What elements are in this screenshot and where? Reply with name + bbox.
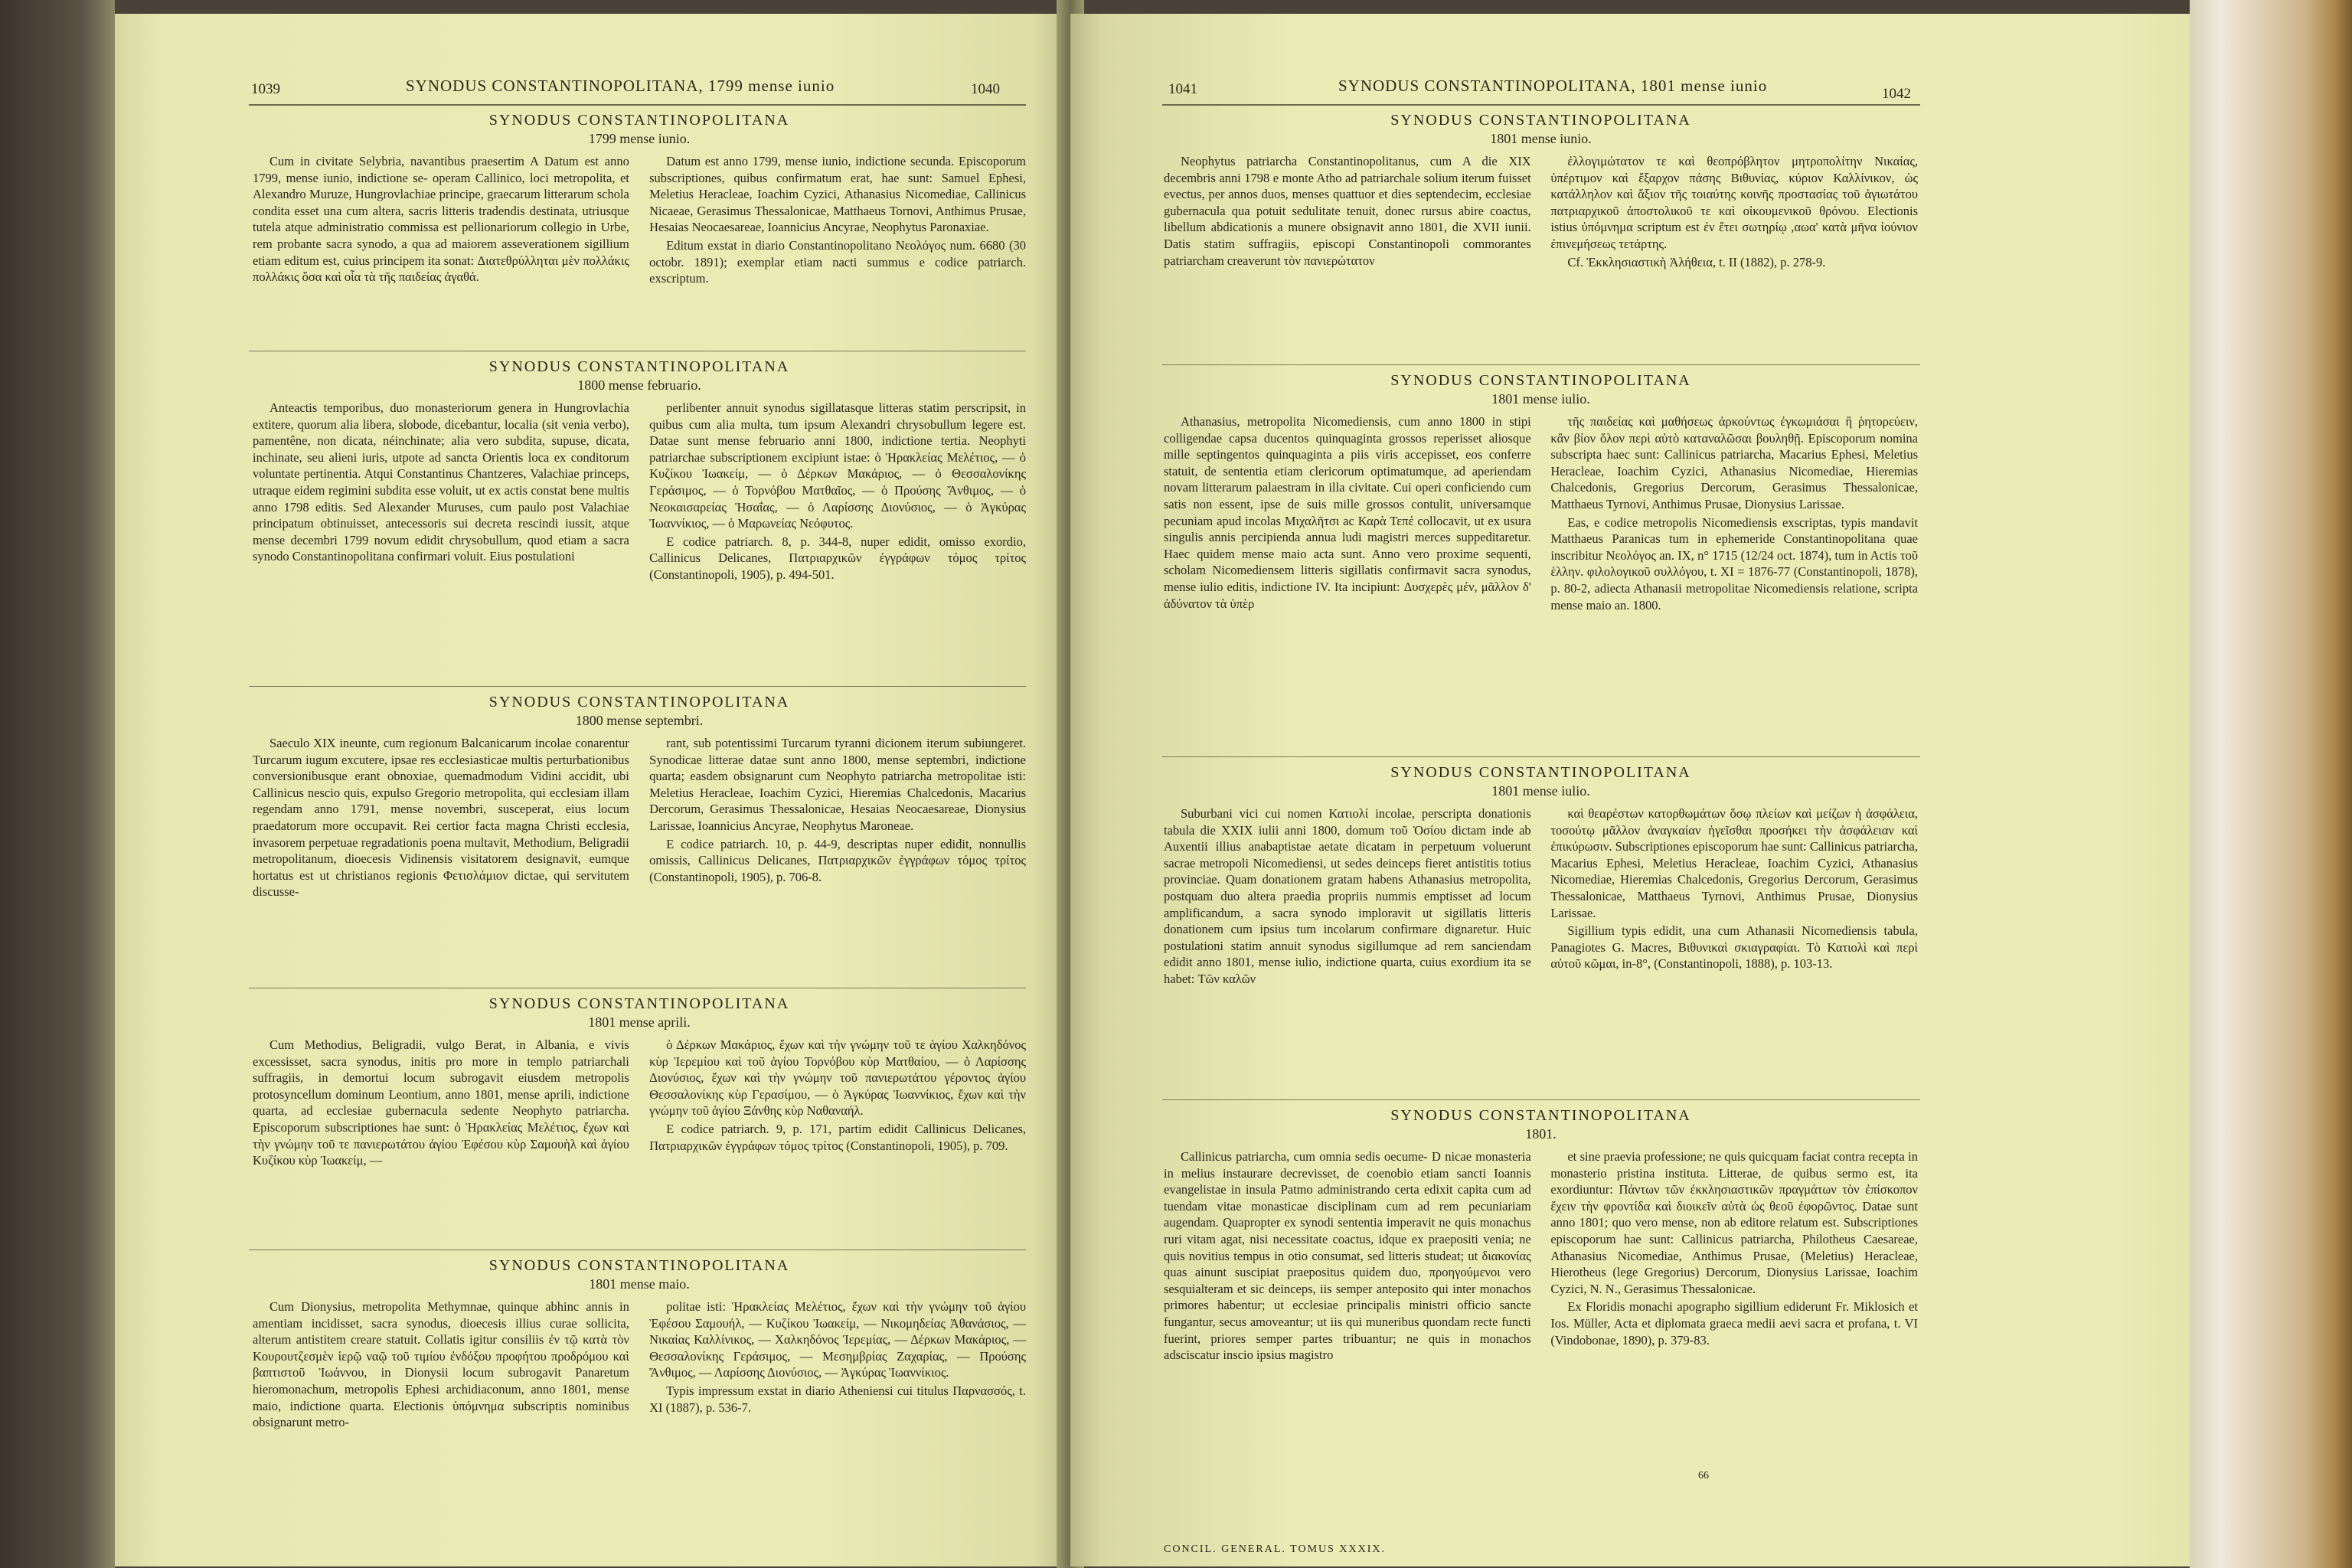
page-footer: CONCIL. GENERAL. TOMUS XXXIX. [1164, 1544, 1387, 1555]
text-column [253, 1037, 629, 1169]
synod-section [1164, 1106, 1918, 1364]
text-column [1550, 1148, 1918, 1364]
section-date: 1799 mense iunio. [588, 131, 691, 146]
section-divider [1162, 364, 1920, 365]
right-page [1070, 14, 2190, 1566]
section-date: 1801. [1525, 1126, 1557, 1142]
text-column [1550, 153, 1918, 270]
section-date: 1801 mense iunio. [1490, 131, 1592, 146]
left-page [115, 14, 1070, 1566]
running-head: SYNODUS CONSTANTINOPOLITANA, 1799 mense iunio [406, 77, 835, 95]
paragraph: Editum exstat in diario Constantinopolitano Νεολόγος num. 6680 (30 octobr. 1891); exemplar etiam nacti summus e codice patriarch. exscriptum. [649, 237, 1026, 286]
page-number: 1040 [971, 81, 1000, 97]
section-title: SYNODUS CONSTANTINOPOLITANA [488, 995, 790, 1012]
text-column [253, 735, 629, 900]
paragraph: ἐλλογιμώτατον τε καὶ θεοπρόβλητον μητροπολίτην Νικαίας, ὑπέρτιμον καὶ ἔξαρχον πάσης Βιθυνίας, κύριον Καλλίνικον, ὡς κατάλληλον καὶ ἄξιον τῆς τοιαύτης κοινῆς προστασίας τοῦ ἁγιωτάτου πατριαρχικοῦ ἀποστολικοῦ τε καὶ οἰκουμενικοῦ θρόνου. Electionis istius ὑπόμνημα scriptum est ἐν ἔτει σωτηρίῳ ,αωα' κατὰ μῆνα ἰούνιον ἐπινεμήσεως τετάρτης. [1550, 154, 1918, 251]
left-book-edge [0, 0, 115, 1568]
paragraph: Saeculo XIX ineunte, cum regionum Balcanicarum incolae conarentur Turcarum iugum excutere, ipsae res ecclesiasticae multis perturbationibus conversionibusque erant obnoxiae, quemadmodum Vidini accidit, ubi Callinicus nescio quis, expulso Gregorio metropolita, qui ecclesiam illam regendam anno 1791, mense novembri, susceperat, eius locum praedatorum more occupavit. Rei certior facta magna Christi ecclesia, invasorem perpetuae regradationis poena multavit, Methodium, Beligradii metropolitanum, dioecesis Vidinensis visitatorem designavit, eumque hortatus est ut christianos regionis Φετισλάμιον dictae, qui servitutem discusse- [253, 736, 629, 900]
text-column [1164, 153, 1531, 270]
paragraph: Eas, e codice metropolis Nicomediensis exscriptas, typis mandavit Matthaeus Paranicas tum in ephemeride Constantinopolitana quae inscribitur Νεολόγος an. IX, n° 1715 (12/24 oct. 1874), tum in Actis τοῦ ἑλλην. φιλολογικοῦ συλλόγου, t. XI = 1876-77 (Constantinopoli, 1878), p. 80-2, adiecta Athanasii metropolitae Nicomediensis relatione, scripta mense maio an. 1800. [1550, 514, 1918, 612]
synod-section [253, 110, 1026, 287]
signature-mark: 66 [1698, 1470, 1709, 1481]
text-column [253, 400, 629, 583]
paragraph: Ex Floridis monachi apographo sigillium ediderunt Fr. Miklosich et Ios. Müller, Acta et diplomata graeca medii aevi sacra et profana, t. VI (Vindobonae, 1890), p. 379-83. [1550, 1299, 1918, 1348]
section-date: 1800 mense septembri. [575, 713, 704, 728]
section-title: SYNODUS CONSTANTINOPOLITANA [1390, 112, 1691, 129]
section-title: SYNODUS CONSTANTINOPOLITANA [1390, 764, 1691, 781]
running-head: SYNODUS CONSTANTINOPOLITANA, 1801 mense iunio [1338, 77, 1768, 95]
paragraph: et sine praevia professione; ne quis quicquam faciat contra recepta in monasterio pristina instituta. Litterae, de quibus sermo est, ita exordiuntur: Πάντων τῶν ἐκκλησιαστικῶν πραγμάτων τὸν ἐπίσκοπον ἔχειν τὴν φροντίδα καὶ διοικεῖν αὐτὰ ὡς θεοῦ ἐφορῶντος. Datae sunt anno 1801; quo vero mense, non ab editore relatum est. Subscriptiones episcoporum hae sunt: Callinicus patriarcha, Philotheus Caesareae, Athanasius Nicomediae, Anthimus Prusae, (Meletius) Heracleae, Hierotheus (lege Gregorius) Dercorum, Dionysius Larissae, Ioachim Cyzici, N. N., Gerasimus Thessalonicae. [1550, 1149, 1918, 1296]
synod-section [253, 994, 1026, 1169]
synod-section [253, 692, 1026, 900]
section-title: SYNODUS CONSTANTINOPOLITANA [1390, 372, 1691, 389]
text-column [1164, 1148, 1531, 1364]
paragraph: καὶ θεαρέστων κατορθωμάτων ὅσῳ πλείων καὶ μείζων ἡ ἀσφάλεια, τοσούτῳ μᾶλλον ἀναγκαίαν ἡγεῖσθαι προσήκει τὴν ἀσφάλειαν καὶ ἐπικύρωσιν. Subscriptiones episcoporum hae sunt: Callinicus patriarcha, Macarius Ephesi, Meletius Heracleae, Ioachim Cyzici, Athanasius Nicomediae, Hieremias Chalcedonis, Gregorius Dercorum, Gerasimus Thessalonicae, Matthaeus Tyrnovi, Anthimus Prusae, Dionysius Larissae. [1550, 806, 1918, 920]
section-title: SYNODUS CONSTANTINOPOLITANA [488, 1257, 790, 1274]
right-book-edge [2190, 0, 2352, 1568]
text-column [649, 1037, 1026, 1169]
paragraph: ὁ Δέρκων Μακάριος, ἔχων καὶ τὴν γνώμην τοῦ τε ἁγίου Χαλκηδόνος κὺρ Ἱερεμίου καὶ τοῦ ἁγίου Τορνόβου κὺρ Ματθαίου, — ὁ Λαρίσσης Διονύσιος, ἔχων καὶ τὴν γνώμην τοῦ πανιερωτάτου γέροντος ἁγίου Θεσσαλονίκης κὺρ Γερασίμου, — ὁ Ἀγκύρας Ἰωαννίκιος, ἔχων καὶ τὴν γνώμην τοῦ ἁγίου Ξάνθης κὺρ Ναθαναήλ. [649, 1037, 1026, 1119]
section-title: SYNODUS CONSTANTINOPOLITANA [488, 358, 790, 375]
paragraph: Suburbani vici cui nomen Κατιολί incolae, perscripta donationis tabula die XXIX iulii anni 1800, domum τοῦ Ὁσίου dictam inde ab Auxentii illius anabaptistae aetate dicatam in perpetuum voluerunt sacrae metropoli Nicomediensi, ut sedes deinceps fieret antistitis totius provinciae. Quam donationem gratam habens Athanasius metropolita, postquam duo altera praedia propriis nummis emptisset ad locum amplificandum, a sacra synodo imploravit ut sigillatis litteris donationem cum ipsius tum incolarum confirmare dignaretur. Huic postulationi statim annuit synodus sigillumque ad rem sanciendam edidit anno 1801, mense iulio, indictione quarta, cuius exordium ita se habet: Τῶν καλῶν [1164, 806, 1531, 986]
synod-section [1164, 110, 1918, 270]
synod-section [253, 357, 1026, 583]
text-column [1164, 413, 1531, 613]
paragraph: Cf. Ἐκκλησιαστικὴ Ἀλήθεια, t. II (1882), p. 278-9. [1567, 254, 1826, 270]
header-rule [249, 104, 1026, 106]
text-column [1550, 413, 1918, 613]
section-date: 1800 mense februario. [577, 377, 701, 393]
paragraph: Cum Methodius, Beligradii, vulgo Berat, in Albania, e vivis excessisset, sacra synodus, initis pro more in templo patriarchali suffragiis, in demortui locum subrogavit eiusdem metropolis protosyncellum dominum Leontium, anno 1801, mense aprili, indictione quarta, ad ecclesiae gubernacula sedente Neophyto patriarcha. Episcoporum subscriptiones hae sunt: ὁ Ἡρακλείας Μελέτιος, ἔχων καὶ τὴν γνώμην τοῦ τε πανιερωτάτου ἁγίου Ἐφέσου κὺρ Σαμουὴλ καὶ ἁγίου Κυζίκου κὺρ Ἰωακείμ, — [253, 1037, 629, 1168]
paragraph: E codice patriarch. 9, p. 171, partim edidit Callinicus Delicanes, Πατριαρχικῶν ἐγγράφων τόμος τρίτος (Constantinopoli, 1905), p. 709. [649, 1121, 1026, 1153]
section-title: SYNODUS CONSTANTINOPOLITANA [488, 694, 790, 710]
section-divider [249, 686, 1026, 687]
paragraph: E codice patriarch. 10, p. 44-9, descriptas nuper edidit, nonnullis omissis, Callinicus Delicanes, Πατριαρχικῶν ἐγγράφων τόμος τρίτος (Constantinopoli, 1905), p. 706-8. [649, 836, 1026, 884]
paragraph: Athanasius, metropolita Nicomediensis, cum anno 1800 in stipi colligendae capsa ducentos quinquaginta grossos reperisset aliosque mille septingentos quinquaginta a piis viris accepisset, eos conferre statuit, de sententia etiam clericorum optimatumque, ad aperiendam novam litterarum palaestram in illa civitate. Cui operi conficiendo cum satis non essent, ipse de suis mille grossos contulit, universamque pecuniam apud incolas Μιχαλῆτσι ac Καρὰ Τεπέ collocavit, ut ex usura singulis annis percipienda annua ludi magistri merces suppeditaretur. Haec quidem mense maio acta sunt. Anno vero proxime sequenti, scholam Nicomediensem litteris sigillatis confirmavit sacra synodus, mense iulio editis, indictione IV. Ita incipiunt: Δυσχερὲς μέν, μᾶλλον δ' ἀδύνατον τὰ ὑπὲρ [1164, 414, 1531, 611]
text-column [649, 400, 1026, 583]
paragraph: politae isti: Ἡρακλείας Μελέτιος, ἔχων καὶ τὴν γνώμην τοῦ ἁγίου Ἐφέσου Σαμουήλ, — Κυζίκου Ἰωακείμ, — Νικομηδείας Ἀθανάσιος, — Νικαίας Καλλίνικος, — Χαλκηδόνος Ἱερεμίας, — Δέρκων Μακάριος, — Θεσσαλονίκης Γεράσιμος, — Μεσημβρίας Ζαχαρίας, — Προύσης Ἄνθιμος, — Λαρίσσης Διονύσιος, — Ἀγκύρας Ἰωαννίκιος. [649, 1299, 1026, 1380]
section-divider [1162, 1099, 1920, 1100]
section-date: 1801 mense iulio. [1491, 783, 1590, 799]
paragraph: τῆς παιδείας καὶ μαθήσεως ἀρκούντως ἐγκωμιάσαι ἢ ῥητορεύειν, κἂν βίον ὅλον περὶ αὐτὸ καταναλῶσαι βουληθῇ. Episcoporum nomina subscripta haec sunt: Callinicus patriarcha, Macarius Ephesi, Meletius Heracleae, Ioachim Cyzici, Athanasius Nicomediae, Hieremias Chalcedonis, Gregorius Dercorum, Gerasimus Thessalonicae, Matthaeus Tyrnovi, Anthimus Prusae, Dionysius Larissae. [1550, 414, 1918, 511]
section-title: SYNODUS CONSTANTINOPOLITANA [488, 112, 790, 129]
text-column [649, 1298, 1026, 1431]
text-column [253, 1298, 629, 1431]
text-column [649, 735, 1026, 900]
header-rule [1162, 104, 1920, 106]
paragraph: Neophytus patriarcha Constantinopolitanus, cum A die XIX decembris anni 1798 e monte Atho ad patriarchale solium iterum fuisset evectus, per annos duos, menses quattuor et dies septendecim, ecclesiae gubernacula qua potuit sedulitate tenuit, donec rursus abire coactus, libellum abdicationis a munere obsignavit anno 1801, die XVII iunii. Datis statim suffragiis, episcopi Constantinopoli commorantes patriarcham creaverunt τὸν πανιερώτατον [1164, 154, 1531, 268]
paragraph: Cum Dionysius, metropolita Methymnae, quinque abhinc annis in amentiam incidisset, sacra synodus, dioecesis illius curae sollicita, alterum antistitem creare statuit. Collatis igitur consiliis ἐν τῷ κατὰ τὸν Κουρουτζεσμὲν ἱερῷ ναῷ τοῦ τιμίου ἐνδόξου προφήτου προδρόμου καὶ βαπτιστοῦ Ἰωάννου, in Dionysii locum subrogavit Panaretum hieromonachum, metropolis Ephesi archidiaconum, anno 1801, mense maio, indictione quarta. Electionis ὑπόμνημα subscriptis nominibus obsignarunt metro- [253, 1299, 629, 1430]
paragraph: Typis impressum exstat in diario Atheniensi cui titulus Παρνασσός, t. XI (1887), p. 536-7. [649, 1383, 1026, 1415]
synod-section [253, 1256, 1026, 1431]
paragraph: Anteactis temporibus, duo monasteriorum genera in Hungrovlachia extitere, quorum alia libera, slobode, dicebantur, localia (sit venia verbo), pamentêne, non dicata, néinchinate; alia vero subdita, supuse, dicata, inchinate, seu alieni iuris, utpote ad sancta Orientis loca ex conditorum voluntate pertinentia. Atqui Constantinus Chantzeres, Valachiae princeps, utraque eidem regimini subdita esse voluit, ut ex actis constat bene multis anno 1798 editis. Sed Alexander Muruses, cum paulo post Valachiae principatum obtinuisset, antecessoris sui decreta rescindi iussit, atque mense decembri 1799 novum edidit chrysobullum, quod etiam a sacra synodo Constantinopolitana confirmari voluit. Eius postulationi [253, 400, 629, 564]
page-number: 1039 [251, 81, 280, 97]
section-date: 1801 mense maio. [589, 1276, 690, 1292]
paragraph: rant, sub potentissimi Turcarum tyranni dicionem iterum subiungeret. Synodicae litterae datae sunt anno 1800, mense septembri, indictione quarta; easdem obsignarunt cum Neophyto patriarcha metropolitae isti: Meletius Heracleae, Ioachim Cyzici, Hieremias Chalcedonis, Macarius Dercorum, Gerasimus Thessalonicae, Hesaias Neocaesareae, Dionysius Larissae, Ioannicius Ancyrae, Neophytus Maroneae. [649, 736, 1026, 833]
paragraph: Callinicus patriarcha, cum omnia sedis oecume- D nicae monasteria in melius instaurare decrevisset, de coenobio etiam sancti Ioannis evangelistae in insula Patmo administrando certa edixit capita cum ad tuendam vitae monasticae disciplinam cum ad rem pecuniariam augendam. Quapropter ex synodi sententia imperavit ne quis monachus ruri vitam agat, nisi necessitate coactus, idque ex praepositi venia; ne quis novitius tempus in otio consumat, sed litteris studeat; ut διακονίας quas ainunt suscipiat praepositus quidem duo, προηγούμενοι vero sesquialteram et sic deinceps, iis semper anteposito qui inter monachos primores habentur; ut ecclesiae principalis ministri officio sancte fungantur, secus amoveantur; ut iis qui muneribus quondam recte functi fuerint, priores semper partes tribuantur; ne quis in monachos adsciscatur inscio ipsius magistro [1164, 1149, 1531, 1363]
paragraph: perlibenter annuit synodus sigillatasque litteras statim perscripsit, in quibus cum alia multa, tum ipsum Alexandri chrysobullum legere est. Datae sunt mense februario anni 1800, indictione tertia. Neophyti patriarchae subscriptionem excipiunt istae: ὁ Ἡρακλείας Μελέτιος, — ὁ Κυζίκου Ἰωακείμ, — ὁ Δέρκων Μακάριος, — ὁ Θεσσαλονίκης Γεράσιμος, — ὁ Τορνόβου Ματθαῖος, — ὁ Προύσης Ἄνθιμος, — ὁ Νεοκαισαρείας Ἡσαΐας, — ὁ Λαρίσσης Διονύσιος, — ὁ Ἀγκύρας Ἰωαννίκιος, — ὁ Μαρωνείας Νεόφυτος. [649, 400, 1026, 531]
page-number: 1041 [1168, 81, 1197, 97]
paragraph: E codice patriarch. 8, p. 344-8, nuper edidit, omisso exordio, Callinicus Delicanes, Πατριαρχικῶν ἐγγράφων τόμος τρίτος (Constantinopoli, 1905), p. 494-501. [649, 534, 1026, 582]
page-number: 1042 [1882, 86, 1911, 102]
paragraph: Datum est anno 1799, mense iunio, indictione secunda. Episcoporum subscriptiones, quibus confirmatum erat, hae sunt: Samuel Ephesi, Meletius Heracleae, Ioachim Cyzici, Athanasius Nicomediae, Callinicus Nicaeae, Gerasimus Thessalonicae, Matthaeus Tornovi, Anthimus Prusae, Hesaias Neocaesareae, Ioannicius Ancyrae, Neophytus Paronaxiae. [649, 154, 1026, 235]
synod-section [1164, 371, 1918, 613]
section-divider [1162, 756, 1920, 757]
text-column [253, 153, 629, 287]
section-title: SYNODUS CONSTANTINOPOLITANA [1390, 1107, 1691, 1124]
section-date: 1801 mense iulio. [1491, 391, 1590, 407]
text-column [649, 153, 1026, 287]
paragraph: Sigillium typis edidit, una cum Athanasii Nicomediensis tabula, Panagiotes G. Macres, Βιθυνικαὶ σκιαγραφίαι. Τὸ Κατιολὶ καὶ περὶ αὐτοῦ κῶμαι, in-8°, (Constantinopoli, 1888), p. 103-13. [1550, 923, 1918, 972]
synod-section [1164, 763, 1918, 988]
text-column [1550, 805, 1918, 988]
section-date: 1801 mense aprili. [588, 1014, 691, 1030]
paragraph: Cum in civitate Selybria, navantibus praesertim A Datum est anno 1799, mense iunio, indictione se- operam Callinico, loci metropolita, et Alexandro Muruze, Hungrovlachiae principe, graecarum litterarum schola condita esset una cum altera, sacris litteris tradendis destinata, utriusque tutela atque administratio commissa est pellionariorum collegio in Urbe, rem probante sacra synodo, a qua ad maiorem asseverationem sigillium etiam editum est, cuius principem ita sonat: Διατεθρύλληται μὲν πολλάκις πολλάκις ὅσα καὶ οἷα τὰ τῆς παιδείας ἀγαθά. [253, 154, 629, 285]
text-column [1164, 805, 1531, 988]
